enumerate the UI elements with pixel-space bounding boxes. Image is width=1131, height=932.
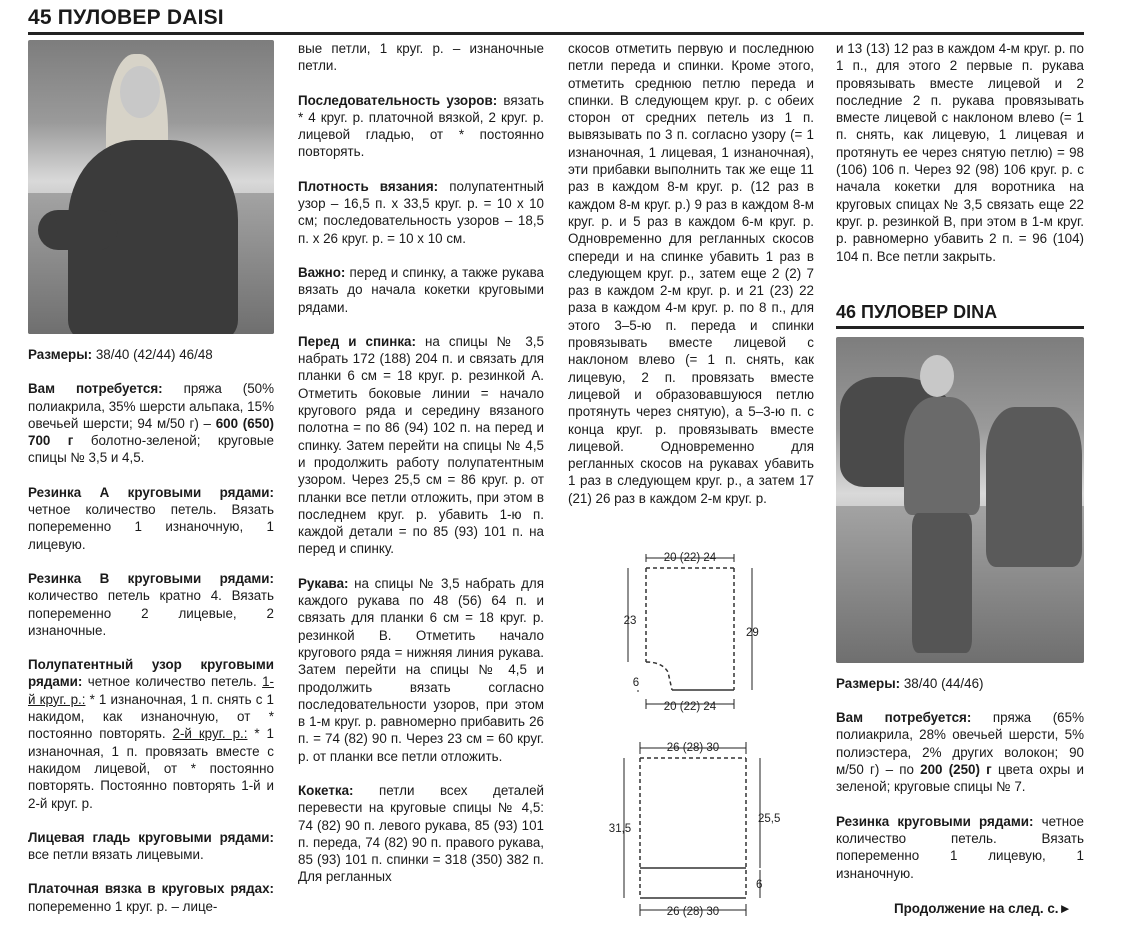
photo-pullover-dina bbox=[836, 337, 1084, 663]
title-divider bbox=[28, 32, 1084, 35]
section-title-dina: 46 ПУЛОВЕР DINA bbox=[836, 301, 1084, 329]
body-right-height-label: 25,5 bbox=[758, 813, 781, 825]
page-title: 45 ПУЛОВЕР DAISI bbox=[28, 6, 224, 29]
body-top-width-label: 26 (28) 30 bbox=[666, 742, 720, 754]
yoke-continued-paragraph: и 13 (13) 12 раз в каждом 4-м круг. р. по 1 п., для этого 2 первые п. рукава провязывать вместе лицевой и 2 последние 2 п. рукава провязывать вместе лицевой с наклоном влево (= 1 п. снять, как лицевую, 1 лицевая и протянуть ее через снятую петлю) = 98 (106) 106 п. Через 92 (98) 106 круг. р. с начала кокетки для воротника на круговых спицах № 3,5 связать еще 22 круг. р. резинкой В, при этом в 1-м круг. р. равномерно убавить 2 п. = 96 (104) 104 п. Все петли закрыть. bbox=[836, 41, 1084, 264]
body-rib-label: 6 bbox=[756, 879, 763, 891]
sleeve-bottom-width-label: 20 (22) 24 bbox=[663, 701, 717, 713]
rib-b-paragraph: Резинка B круговыми рядами: количество петель кратно 4. Вязать попеременно 2 лицевые, 2 изнаночные. bbox=[28, 570, 274, 638]
sleeve-right-height-label: 29 bbox=[746, 627, 759, 639]
column-2 bbox=[298, 40, 544, 903]
density-paragraph: Плотность вязания: полупатентный узор – 16,5 п. х 33,5 круг. р. = 10 х 10 см; последовательность узоров – 18,5 п. х 26 круг. р. = 10 х 10 см. bbox=[298, 178, 545, 246]
materials-paragraph: Вам потребуется: пряжа (50% полиакрила, 35% шерсти альпака, 15% овечьей шерсти; 94 м/50 г) – 600 (650) 700 г болотно-зеленой; круговые спицы № 3,5 и 4,5. bbox=[28, 381, 275, 466]
half-cardigan-paragraph: Полупатентный узор круговыми рядами: четное количество петель. 1-й круг. р.: * 1 изнаночная, 1 п. снять с 1 накидом, как изнаночную, от * постоянно повторять. 2-й круг. р.: * 1 изнаночная, 1 п. провязать вместе с накидом лицевой, от * постоянно повторять. Постоянно повторять 1-й и 2-й круг. р. bbox=[28, 657, 274, 811]
photo-pullover-daisi bbox=[28, 40, 274, 334]
body-bottom-width-label: 26 (28) 30 bbox=[666, 906, 720, 918]
continued-paragraph: вые петли, 1 круг. р. – изнаночные петли. bbox=[298, 41, 544, 74]
body-schematic bbox=[568, 734, 814, 924]
raglan-paragraph: скосов отметить первую и последнюю петли переда и спинки. Кроме этого, отметить среднюю петлю переда и спинки. В следующем круг. р. с обеих сторон от средних петель из 1 п. вывязывать по 3 п. согласно узору (= 1 изнаночная, 1 лицевая, 1 изнаночная), эти прибавки выполнить так же еще 11 раз в каждом 8-м круг. р. (12 раз в каждом 8-м круг. р.) 9 раз в каждом 8-м круг. р. и 5 раз в каждом 6-м круг. р. Одновременно для регланных скосов спереди и на спинке убавить 1 раз в следующем круг. р., затем еще 2 (2) 7 раз в каждом 2-м круг. р. и 21 (23) 22 раза в каждом 4-м круг. р. по 8 п., для этого 3–5-ю п. переда и спинки провязывать вместе лицевой с наклоном влево (= 1 п. снять, как лицевую, 2 п. провязать вместе лицевой и образовавшуюся петлю протянуть через снятую), а 5–3-ю п. с конца круг. р. провязывать вместе лицевой. Одновременно для регланных скосов на рукавах убавить 1 раз в следующем круг. р., а затем 17 (21) 26 раз в каждом 2-м круг. р. bbox=[568, 41, 814, 506]
sizes-paragraph: Размеры: 38/40 (42/44) 46/48 bbox=[28, 347, 213, 362]
sleeve-schematic bbox=[568, 544, 814, 719]
column-1 bbox=[28, 40, 274, 932]
column-3 bbox=[568, 40, 814, 524]
sleeve-left-height-label: 23 bbox=[623, 615, 637, 627]
front-back-paragraph: Перед и спинка: на спицы № 3,5 набрать 172 (188) 204 п. и связать для планки 6 см = 18 круг. р. резинкой А. Отметить боковые линии = начало кругового ряда и середину вязаного полотна = по 86 (94) 102 п. на перед и спинку. Затем перейти на спицы № 4,5 и продолжить работу полупатентным узором. Через 25,5 см = 86 круг. р. от планки все петли отложить, при этом в последнем круг. р. убавить 1-ю п. каждой детали = по 85 (93) 101 п. на перед и спинку. bbox=[298, 333, 544, 557]
body-left-height-label: 31,5 bbox=[608, 823, 632, 835]
important-paragraph: Важно: перед и спинку, а также рукава вязать до начала кокетки круговыми рядами. bbox=[298, 264, 544, 315]
sequence-paragraph: Последовательность узоров: вязать * 4 круг. р. платочной вязкой, 2 круг. р. лицевой гладью, от * постоянно повторять. bbox=[298, 92, 544, 160]
yoke-paragraph: Кокетка: петли всех деталей перевести на круговые спицы № 4,5: 74 (82) 90 п. левого рукава, 85 (93) 101 п. переда, 74 (82) 90 п. правого рукава, 85 (93) 101 п. спинки = 318 (350) 382 п. Для регланных bbox=[298, 782, 544, 885]
dina-rib-paragraph: Резинка круговыми рядами: четное количество петель. Вязать попеременно 1 лицевую, 1 изнаночную. bbox=[836, 813, 1084, 881]
continued-next-page-link[interactable]: Продолжение на след. с.► bbox=[894, 901, 1072, 916]
sleeve-cuff-label: 6 bbox=[632, 677, 640, 689]
sleeve-top-width-label: 20 (22) 24 bbox=[663, 552, 717, 564]
garter-paragraph: Платочная вязка в круговых рядах: попеременно 1 круг. р. – лице- bbox=[28, 881, 274, 914]
stockinette-paragraph: Лицевая гладь круговыми рядами: все петли вязать лицевыми. bbox=[28, 829, 274, 863]
dina-sizes-paragraph: Размеры: 38/40 (44/46) bbox=[836, 675, 984, 691]
sleeves-paragraph: Рукава: на спицы № 3,5 набрать для каждого рукава по 48 (56) 64 п. и связать для планки 6 см = 18 круг. р. резинкой В. Отметить начало кругового ряда = нижняя линия рукава. Затем перейти на спицы № 4,5 и продолжить вязать согласно последовательности узоров, при этом в 1-м круг. р. равномерно прибавить 26 п. = 74 (82) 90 п. Через 23 см = 60 круг. р. от планки все петли отложить. bbox=[298, 575, 544, 764]
rib-a-paragraph: Резинка А круговыми рядами: четное количество петель. Вязать попеременно 1 изнаночную, 1 лицевую. bbox=[28, 484, 274, 552]
dina-materials-paragraph: Вам потребуется: пряжа (65% полиакрила, 28% овечьей шерсти, 5% полиэстера, 2% других волокон; 90 м/50 г) – по 200 (250) г цвета охры и зеленой; круговые спицы № 7. bbox=[836, 710, 1084, 795]
column-4 bbox=[836, 40, 1084, 899]
